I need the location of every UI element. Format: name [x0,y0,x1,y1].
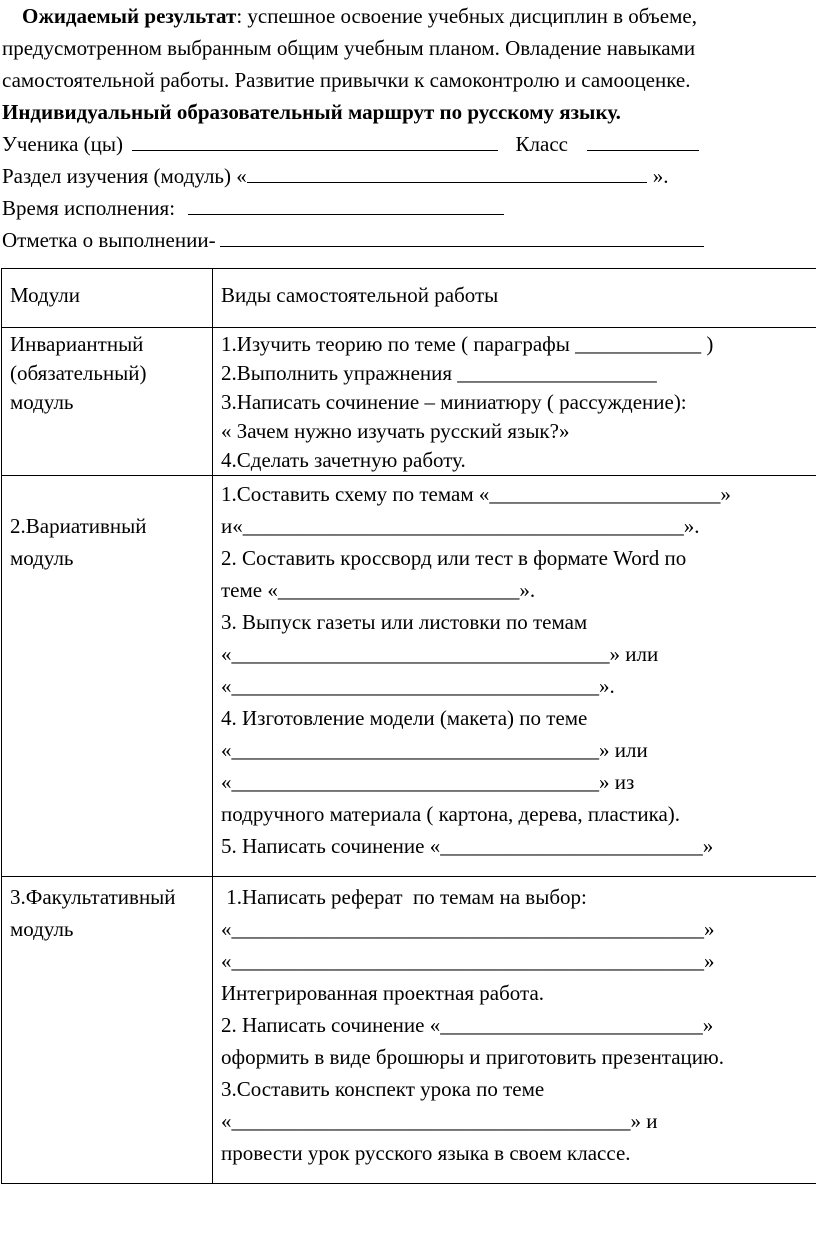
module-optional: 3.Факультативный модуль [10,885,176,941]
intro-line-2: предусмотренном выбранным общим учебным планом. Овладение навыками [2,36,696,60]
result-line [22,0,697,32]
table-header-row [2,269,816,328]
list-item: провести урок русского языка в своем классе. [221,1141,631,1165]
list-item: «___________________________________» из [221,770,635,794]
list-item: «______________________________________» и [221,1109,658,1133]
mark-label: Отметка о выполнении- [2,228,216,252]
module-cell [2,877,213,1184]
header-modules: Модули [10,283,81,307]
class-label: Класс [515,132,568,156]
section-line [2,160,669,192]
list-item: «___________________________________» или [221,738,648,762]
list-item: Интегрированная проектная работа. [221,981,545,1005]
list-item: « Зачем нужно изучать русский язык?» [221,419,570,443]
list-item: 4.Сделать зачетную работу. [221,448,466,472]
student-label: Ученика (цы) [2,132,124,156]
time-label: Время исполнения: [2,196,176,220]
list-item: «_____________________________________________» [221,949,715,973]
list-item: 2. Составить кроссворд или тест в формате Word по [221,546,687,570]
section-label: Раздел изучения (модуль) « [2,164,247,188]
work-cell [213,328,816,476]
time-blank[interactable] [188,196,504,215]
list-item: 3. Выпуск газеты или листовки по темам [221,610,588,634]
list-item: «____________________________________» или [221,642,659,666]
intro-line-3: самостоятельной работы. Развитие привычки к самоконтролю и самооценке. [2,68,691,92]
module-invariant: Инвариантный (обязательный) модуль [10,332,147,414]
list-item: 1.Написать реферат по темам на выбор: [221,885,587,909]
table-row [2,877,816,1184]
module-variative: 2.Вариативный модуль [10,514,147,570]
route-table [1,268,816,1184]
result-label: Ожидаемый результат [22,4,237,28]
list-item: «___________________________________». [221,674,615,698]
list-item: 4. Изготовление модели (макета) по теме [221,706,588,730]
list-item: оформить в виде брошюры и приготовить презентацию. [221,1045,724,1069]
list-item: и«__________________________________________». [221,514,700,538]
work-cell [213,877,816,1184]
mark-blank[interactable] [220,228,704,247]
list-item: подручного материала ( картона, дерева, пластика). [221,802,681,826]
table-row [2,328,816,476]
table-row [2,476,816,877]
class-blank[interactable] [587,132,699,151]
header-work-cell [213,269,816,328]
list-item: теме «_______________________». [221,578,536,602]
list-item: 5. Написать сочинение «_________________________» [221,834,714,858]
result-text: : успешное освоение учебных дисциплин в объеме, [236,4,697,28]
route-heading-text: Индивидуальный образовательный маршрут по русскому языку. [2,100,621,124]
list-item: 2.Выполнить упражнения ___________________ [221,361,657,385]
section-blank[interactable] [247,164,647,183]
time-line [2,192,504,224]
module-cell [2,328,213,476]
list-item: 1.Составить схему по темам «______________________» [221,482,731,506]
work-cell [213,476,816,877]
list-item: 1.Изучить теорию по теме ( параграфы ____________ ) [221,332,714,356]
list-item: 2. Написать сочинение «_________________________» [221,1013,714,1037]
section-end: ». [652,164,669,188]
module-cell [2,476,213,877]
list-item: 3.Составить конспект урока по теме [221,1077,545,1101]
student-line [2,128,699,160]
header-work-types: Виды самостоятельной работы [221,283,499,307]
list-item: 3.Написать сочинение – миниатюру ( рассуждение): [221,390,687,414]
header-modules-cell [2,269,213,328]
student-name-blank[interactable] [132,132,498,151]
mark-line [2,224,704,256]
route-heading [2,96,621,128]
list-item: «_____________________________________________» [221,917,715,941]
